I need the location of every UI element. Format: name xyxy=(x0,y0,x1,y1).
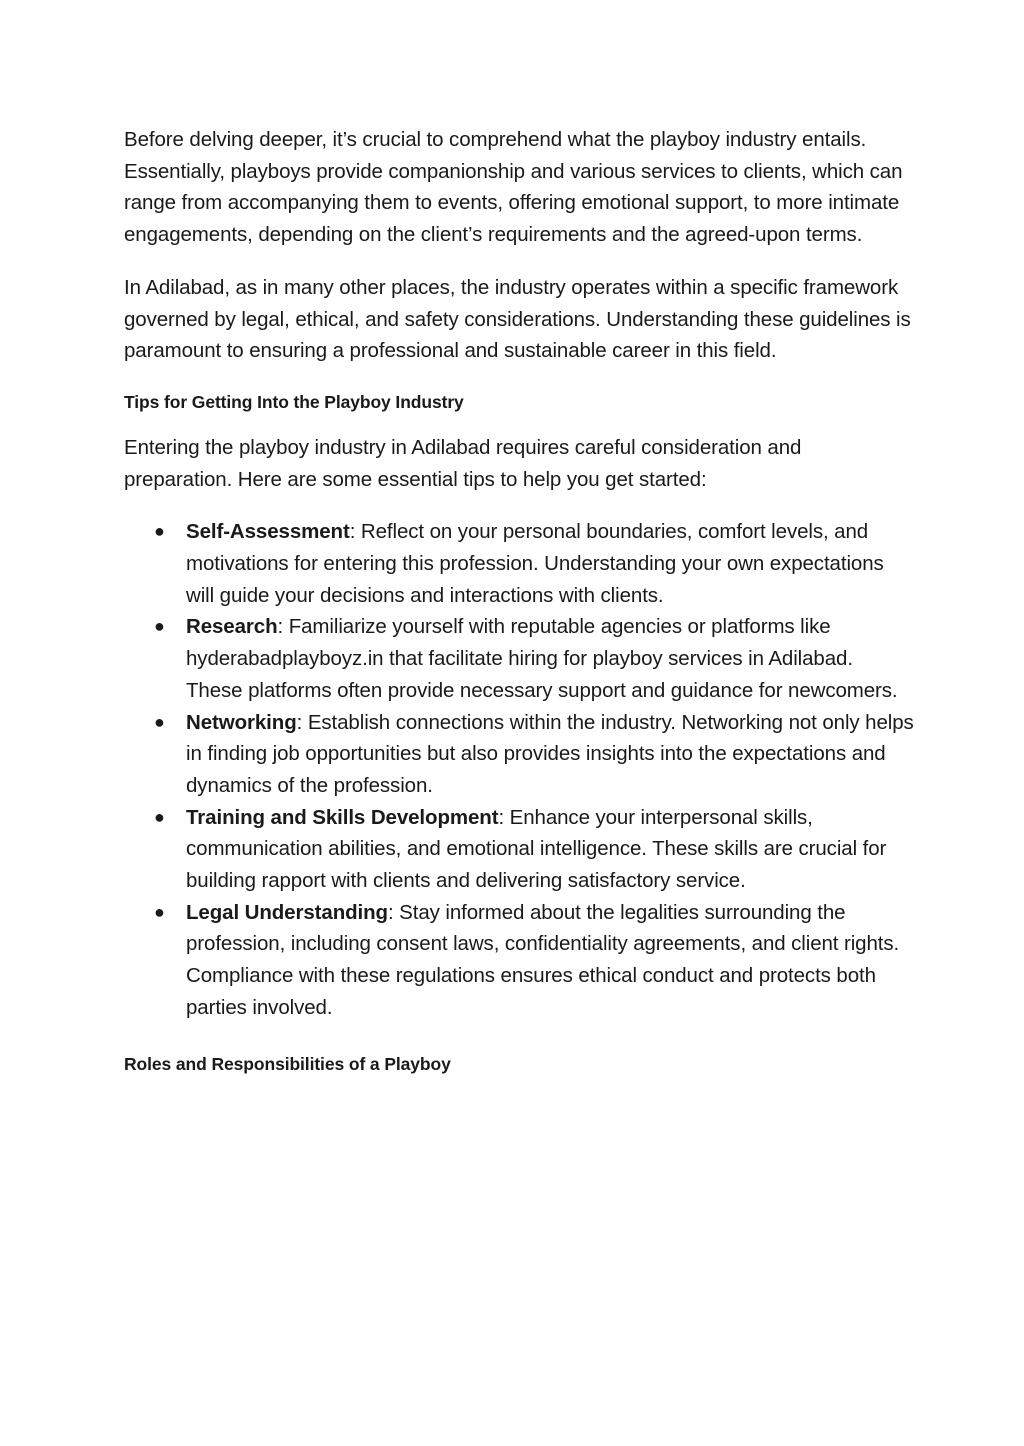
list-item xyxy=(154,707,914,802)
intro-paragraph: Before delving deeper, it’s crucial to comprehend what the playboy industry entails. Essentially, playboys provide companionship and various services to clients, which can range from accompanying them to events, offering emotional support, to more intimate engagements, depending on the client’s requirements and the agreed-upon terms. xyxy=(124,128,903,247)
bullet-icon: ● xyxy=(154,901,165,922)
bullet-icon: ● xyxy=(154,521,165,542)
list-item-text: : Establish connections within the industry. Networking not only helps in finding job opportunities but also provides insights into the expectations and dynamics of the profession. xyxy=(186,710,914,797)
list-item-term: Training and Skills Development xyxy=(186,805,499,829)
tips-list xyxy=(124,516,914,1023)
list-item-text: : Familiarize yourself with reputable agencies or platforms like hyderabadplayboyz.in that facilitate hiring for playboy services in Adilabad. These platforms often provide necessary support and guidance for newcomers. xyxy=(186,615,898,702)
tips-intro-paragraph: Entering the playboy industry in Adilabad requires careful consideration and preparation. Here are some essential tips to help you get started: xyxy=(124,435,802,491)
list-item xyxy=(154,897,914,1024)
roles-heading: Roles and Responsibilities of a Playboy xyxy=(124,1053,451,1074)
tips-heading: Tips for Getting Into the Playboy Industry xyxy=(124,391,464,412)
document-page xyxy=(124,124,914,1094)
list-item-text: : Stay informed about the legalities surrounding the profession, including consent laws, confidentiality agreements, and client rights. Compliance with these regulations ensures ethical conduct and protects both parties involved. xyxy=(186,900,900,1019)
list-item-text: : Reflect on your personal boundaries, comfort levels, and motivations for entering this profession. Understanding your own expectations will guide your decisions and interactions with clients. xyxy=(186,520,884,607)
bullet-icon: ● xyxy=(154,616,165,637)
list-item xyxy=(154,802,914,897)
list-item xyxy=(154,611,914,706)
bullet-icon: ● xyxy=(154,711,165,732)
framework-paragraph: In Adilabad, as in many other places, the industry operates within a specific framework governed by legal, ethical, and safety considerations. Understanding these guidelines is paramount to ensuring a professional and sustainable career in this field. xyxy=(124,275,911,363)
list-item-term: Self-Assessment xyxy=(186,520,350,544)
list-item-term: Networking xyxy=(186,710,297,734)
list-item xyxy=(154,516,914,611)
list-item-term: Research xyxy=(186,615,278,639)
bullet-icon: ● xyxy=(154,806,165,827)
list-item-term: Legal Understanding xyxy=(186,900,388,924)
list-item-text: : Enhance your interpersonal skills, communication abilities, and emotional intelligence. These skills are crucial for building rapport with clients and delivering satisfactory service. xyxy=(186,805,887,893)
